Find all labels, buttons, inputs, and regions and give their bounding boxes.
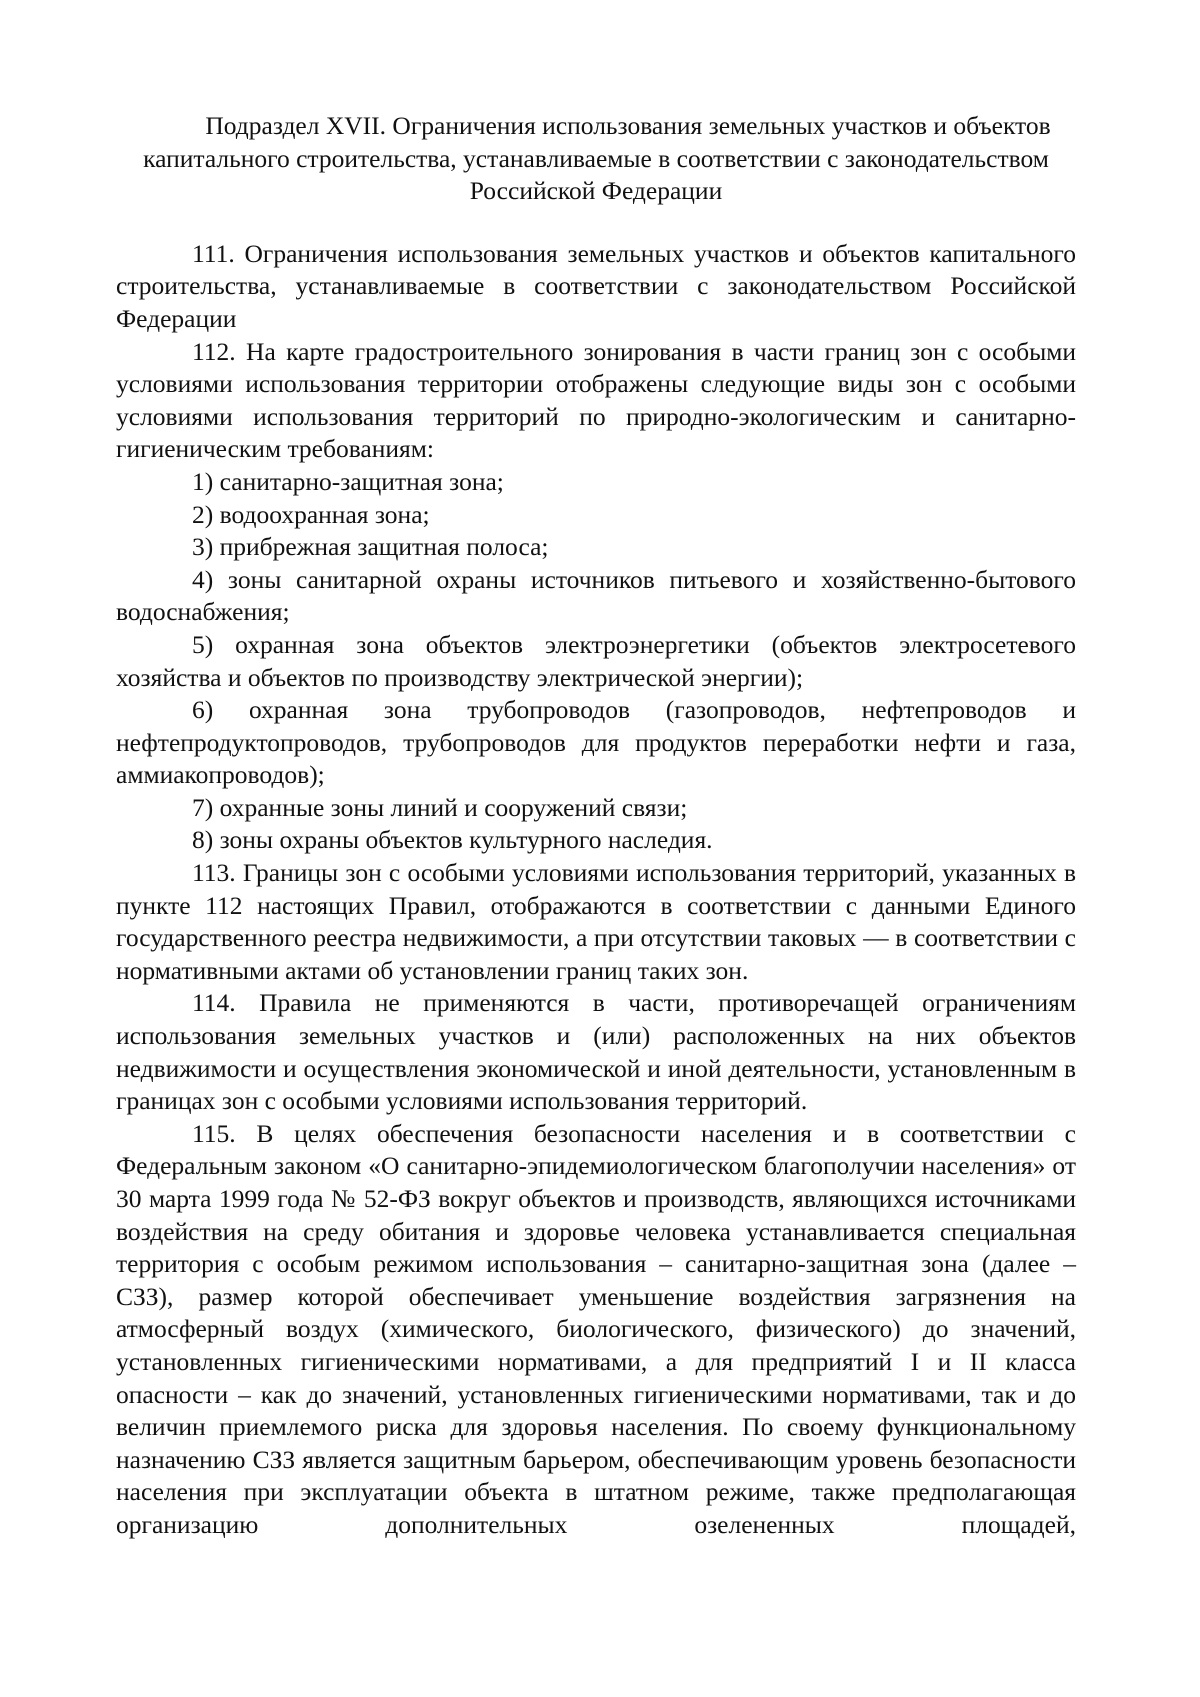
- list-item-2: 2) водоохранная зона;: [192, 499, 430, 529]
- list-item-8: 8) зоны охраны объектов культурного наследия.: [192, 825, 713, 855]
- list-item-6: 6) охранная зона трубопроводов (газопроводов, нефтепроводов и нефтепродуктопроводов, трубопроводов для продуктов переработки нефти и газа, аммиакопроводов);: [116, 695, 1076, 790]
- paragraph-114: 114. Правила не применяются в части, противоречащей ограничениям использования земельных участков и (или) расположенных на них объектов недвижимости и осуществления экономической и иной деятельности, установленным в границах зон с особыми условиями использования территорий.: [116, 988, 1076, 1116]
- paragraph-115: 115. В целях обеспечения безопасности населения и в соответствии с Федеральным законом «О санитарно-эпидемиологическом благополучии населения» от 30 марта 1999 года № 52-ФЗ вокруг объектов и производств, являющихся источниками воздействия на среду обитания и здоровье человека устанавливается специальная территория с особым режимом использования – санитарно-защитная зона (далее – СЗЗ), размер которой обеспечивает уменьшение воздействия загрязнения на атмосферный воздух (химического, биологического, физического) до значений, установленных гигиеническими нормативами, а для предприятий I и II класса опасности – как до значений, установленных гигиеническими нормативами, так и до величин приемлемого риска для здоровья населения. По своему функциональному назначению СЗЗ является защитным барьером, обеспечивающим уровень безопасности населения при эксплуатации объекта в штатном режиме, также предполагающая организацию дополнительных озелененных площадей,: [116, 1118, 1076, 1539]
- paragraph-113: 113. Границы зон с особыми условиями использования территорий, указанных в пункте 112 настоящих Правил, отображаются в соответствии с данными Единого государственного реестра недвижимости, а при отсутствии таковых — в соответствии с нормативными актами об установлении границ таких зон.: [116, 858, 1076, 985]
- section-heading: [116, 110, 1076, 208]
- list-item-5: 5) охранная зона объектов электроэнергетики (объектов электросетевого хозяйства и объектов по производству электрической энергии);: [116, 629, 1076, 692]
- list-item-1: 1) санитарно-защитная зона;: [192, 466, 504, 496]
- section-heading-line2: капитального строительства, устанавливаемые в соответствии с законодательством Российской Федерации: [143, 143, 1049, 206]
- paragraph-112: 112. На карте градостроительного зонирования в части границ зон с особыми условиями использования территории отображены следующие виды зон с особыми условиями использования территорий по природно-экологическим и санитарно-гигиеническим требованиям:: [116, 336, 1076, 464]
- list-item-3: 3) прибрежная защитная полоса;: [192, 532, 549, 562]
- list-item-7: 7) охранные зоны линий и сооружений связи;: [192, 792, 688, 822]
- document-page: [116, 110, 1076, 1542]
- section-heading-line1: Подраздел XVII. Ограничения использования земельных участков и объектов: [205, 111, 1051, 140]
- paragraph-111: 111. Ограничения использования земельных участков и объектов капитального строительства, устанавливаемые в соответствии с законодательством Российской Федерации: [116, 238, 1076, 333]
- list-item-4: 4) зоны санитарной охраны источников питьевого и хозяйственно-бытового водоснабжения;: [116, 564, 1076, 627]
